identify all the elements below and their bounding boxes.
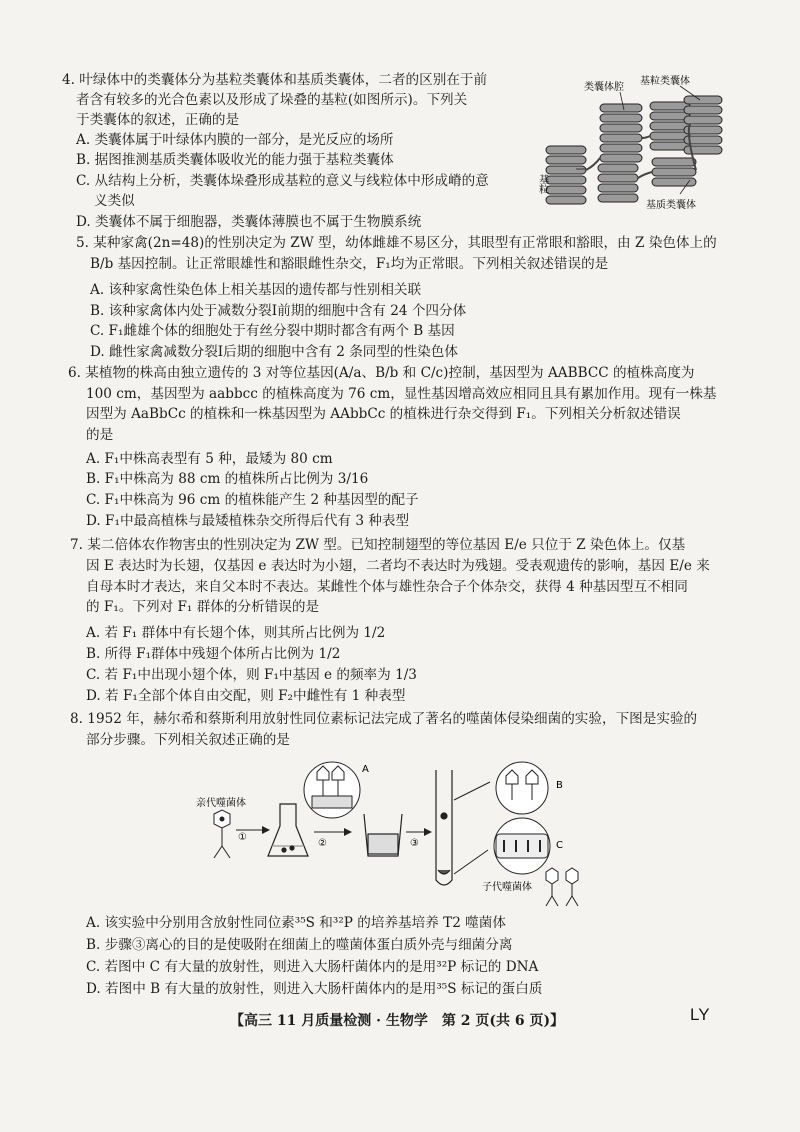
q4-option-b: B. 据图推测基质类囊体吸收光的能力强于基粒类囊体 bbox=[76, 152, 394, 168]
centrifuge-tube bbox=[436, 770, 452, 885]
q7-line4: 的 F₁。下列对 F₁ 群体的分析错误的是 bbox=[86, 599, 320, 615]
infection-circle-a bbox=[304, 762, 360, 818]
q7-option-c: C. 若 F₁中出现小翅个体，则 F₁中基因 e 的频率为 1/3 bbox=[86, 667, 417, 683]
q7-line3: 自母本时才表达，来自父本时不表达。某雌性个体与雄性杂合子个体杂交，获得 4 种基因型互不相同 bbox=[86, 579, 688, 595]
label-granum: 基粒 bbox=[536, 174, 548, 194]
q6-line1: 6. 某植物的株高由独立遗传的 3 对等位基因(A/a、B/b 和 C/c)控制，基因型为 AABBCC 的植株高度为 bbox=[68, 365, 695, 381]
label-b: B bbox=[556, 780, 563, 791]
step-3-label: ③ bbox=[410, 838, 419, 849]
q4-option-a: A. 类囊体属于叶绿体内膜的一部分，是光反应的场所 bbox=[76, 132, 394, 148]
label-a: A bbox=[362, 764, 369, 775]
sediment-circle-c bbox=[494, 818, 550, 874]
q7-line2: 因 E 表达时为长翅，仅基因 e 表达时为小翅，二者均不表达时为残翅。受表观遗传的影响，基因 E/e 来 bbox=[86, 558, 710, 574]
q7-option-a: A. 若 F₁ 群体中有长翅个体，则其所占比例为 1/2 bbox=[86, 625, 386, 641]
q8-line1: 8. 1952 年，赫尔希和蔡斯利用放射性同位素标记法完成了著名的噬菌体侵染细菌的实验，下图是实验的 bbox=[70, 711, 698, 727]
q6-option-a: A. F₁中株高表型有 5 种，最矮为 80 cm bbox=[86, 451, 333, 467]
q5-option-c: C. F₁雌雄个体的细胞处于有丝分裂中期时都含有两个 B 基因 bbox=[90, 323, 455, 339]
q4-option-d: D. 类囊体不属于细胞器，类囊体薄膜也不属于生物膜系统 bbox=[76, 214, 422, 230]
q4-line3: 于类囊体的叙述，正确的是 bbox=[76, 112, 240, 128]
q6-line3: 因型为 AaBbCc 的植株和一株基因型为 AAbbCc 的植株进行杂交得到 F₁。下列相关分析叙述错误 bbox=[86, 406, 681, 422]
q7-option-b: B. 所得 F₁群体中残翅个体所占比例为 1/2 bbox=[86, 646, 341, 662]
label-lumen: 类囊体腔 bbox=[584, 82, 624, 93]
q7-option-d: D. 若 F₁全部个体自由交配，则 F₂中雌性有 1 种表型 bbox=[86, 688, 406, 704]
q8-option-b: B. 步骤③离心的目的是使吸附在细菌上的噬菌体蛋白质外壳与细菌分离 bbox=[86, 937, 513, 953]
q4-line1: 4. 叶绿体中的类囊体分为基粒类囊体和基质类囊体，二者的区别在于前 bbox=[62, 72, 488, 88]
label-grana-thylakoid: 基粒类囊体 bbox=[640, 76, 690, 87]
q4-line2: 者含有较多的光合色素以及形成了垛叠的基粒(如图所示)。下列关 bbox=[76, 92, 468, 108]
step-1-label: ① bbox=[238, 832, 247, 843]
corner-code: LY bbox=[690, 1005, 710, 1024]
q5-option-a: A. 该种家禽性染色体上相关基因的遗传都与性别相关联 bbox=[90, 282, 422, 298]
step-2-label: ② bbox=[318, 838, 327, 849]
q4-option-c-cont: 义类似 bbox=[94, 193, 135, 209]
q6-line2: 100 cm，基因型为 aabbcc 的植株高度为 76 cm，显性基因增高效应相同且具有累加作用。现有一株基 bbox=[86, 386, 717, 402]
label-c: C bbox=[556, 840, 563, 851]
q5-option-d: D. 雌性家禽减数分裂Ⅰ后期的细胞中含有 2 条同型的性染色体 bbox=[90, 344, 458, 360]
q7-line1: 7. 某二倍体农作物害虫的性别决定为 ZW 型。已知控制翅型的等位基因 E/e 只位于 Z 染色体上。仅基 bbox=[70, 537, 686, 553]
q8-option-a: A. 该实验中分别用含放射性同位素³⁵S 和³²P 的培养基培养 T2 噬菌体 bbox=[86, 915, 506, 931]
thylakoid-figure bbox=[536, 74, 740, 214]
q6-line4: 的是 bbox=[86, 427, 114, 443]
q6-option-c: C. F₁中株高为 96 cm 的植株能产生 2 种基因型的配子 bbox=[86, 492, 419, 508]
blender-beaker bbox=[364, 814, 402, 856]
q5-option-b: B. 该种家禽体内处于减数分裂Ⅰ前期的细胞中含有 24 个四分体 bbox=[90, 303, 467, 319]
q8-line2: 部分步骤。下列相关叙述正确的是 bbox=[86, 732, 290, 748]
parent-phage bbox=[214, 810, 230, 858]
culture-flask bbox=[268, 804, 308, 856]
q6-option-b: B. F₁中株高为 88 cm 的植株所占比例为 3/16 bbox=[86, 471, 369, 487]
q4-option-c: C. 从结构上分析，类囊体垛叠形成基粒的意义与线粒体中形成嵴的意 bbox=[76, 173, 489, 189]
q8-option-c: C. 若图中 C 有大量的放射性，则进入大肠杆菌体内的是用³²P 标记的 DNA bbox=[86, 959, 539, 975]
q5-line1: 5. 某种家禽(2n=48)的性别决定为 ZW 型，幼体雌雄不易区分，其眼型有正常眼和豁眼，由 Z 染色体上的 bbox=[76, 235, 717, 251]
q5-line2: B/b 基因控制。让正常眼雄性和豁眼雌性杂交，F₁均为正常眼。下列相关叙述错误的是 bbox=[90, 256, 609, 272]
offspring-phages bbox=[546, 868, 578, 906]
label-offspring-phage: 子代噬菌体 bbox=[482, 882, 532, 893]
label-stroma-thylakoid: 基质类囊体 bbox=[646, 200, 696, 211]
q8-option-d: D. 若图中 B 有大量的放射性，则进入大肠杆菌体内的是用³⁵S 标记的蛋白质 bbox=[86, 981, 543, 997]
supernatant-circle-b bbox=[496, 762, 548, 814]
label-parent-phage: 亲代噬菌体 bbox=[196, 798, 246, 809]
page-footer: 【高三 11 月质量检测 · 生物学 第 2 页(共 6 页)】 bbox=[230, 1013, 565, 1029]
granum-stack bbox=[546, 146, 586, 204]
phage-experiment-figure bbox=[192, 760, 592, 910]
q6-option-d: D. F₁中最高植株与最矮植株杂交所得后代有 3 种表型 bbox=[86, 513, 410, 529]
